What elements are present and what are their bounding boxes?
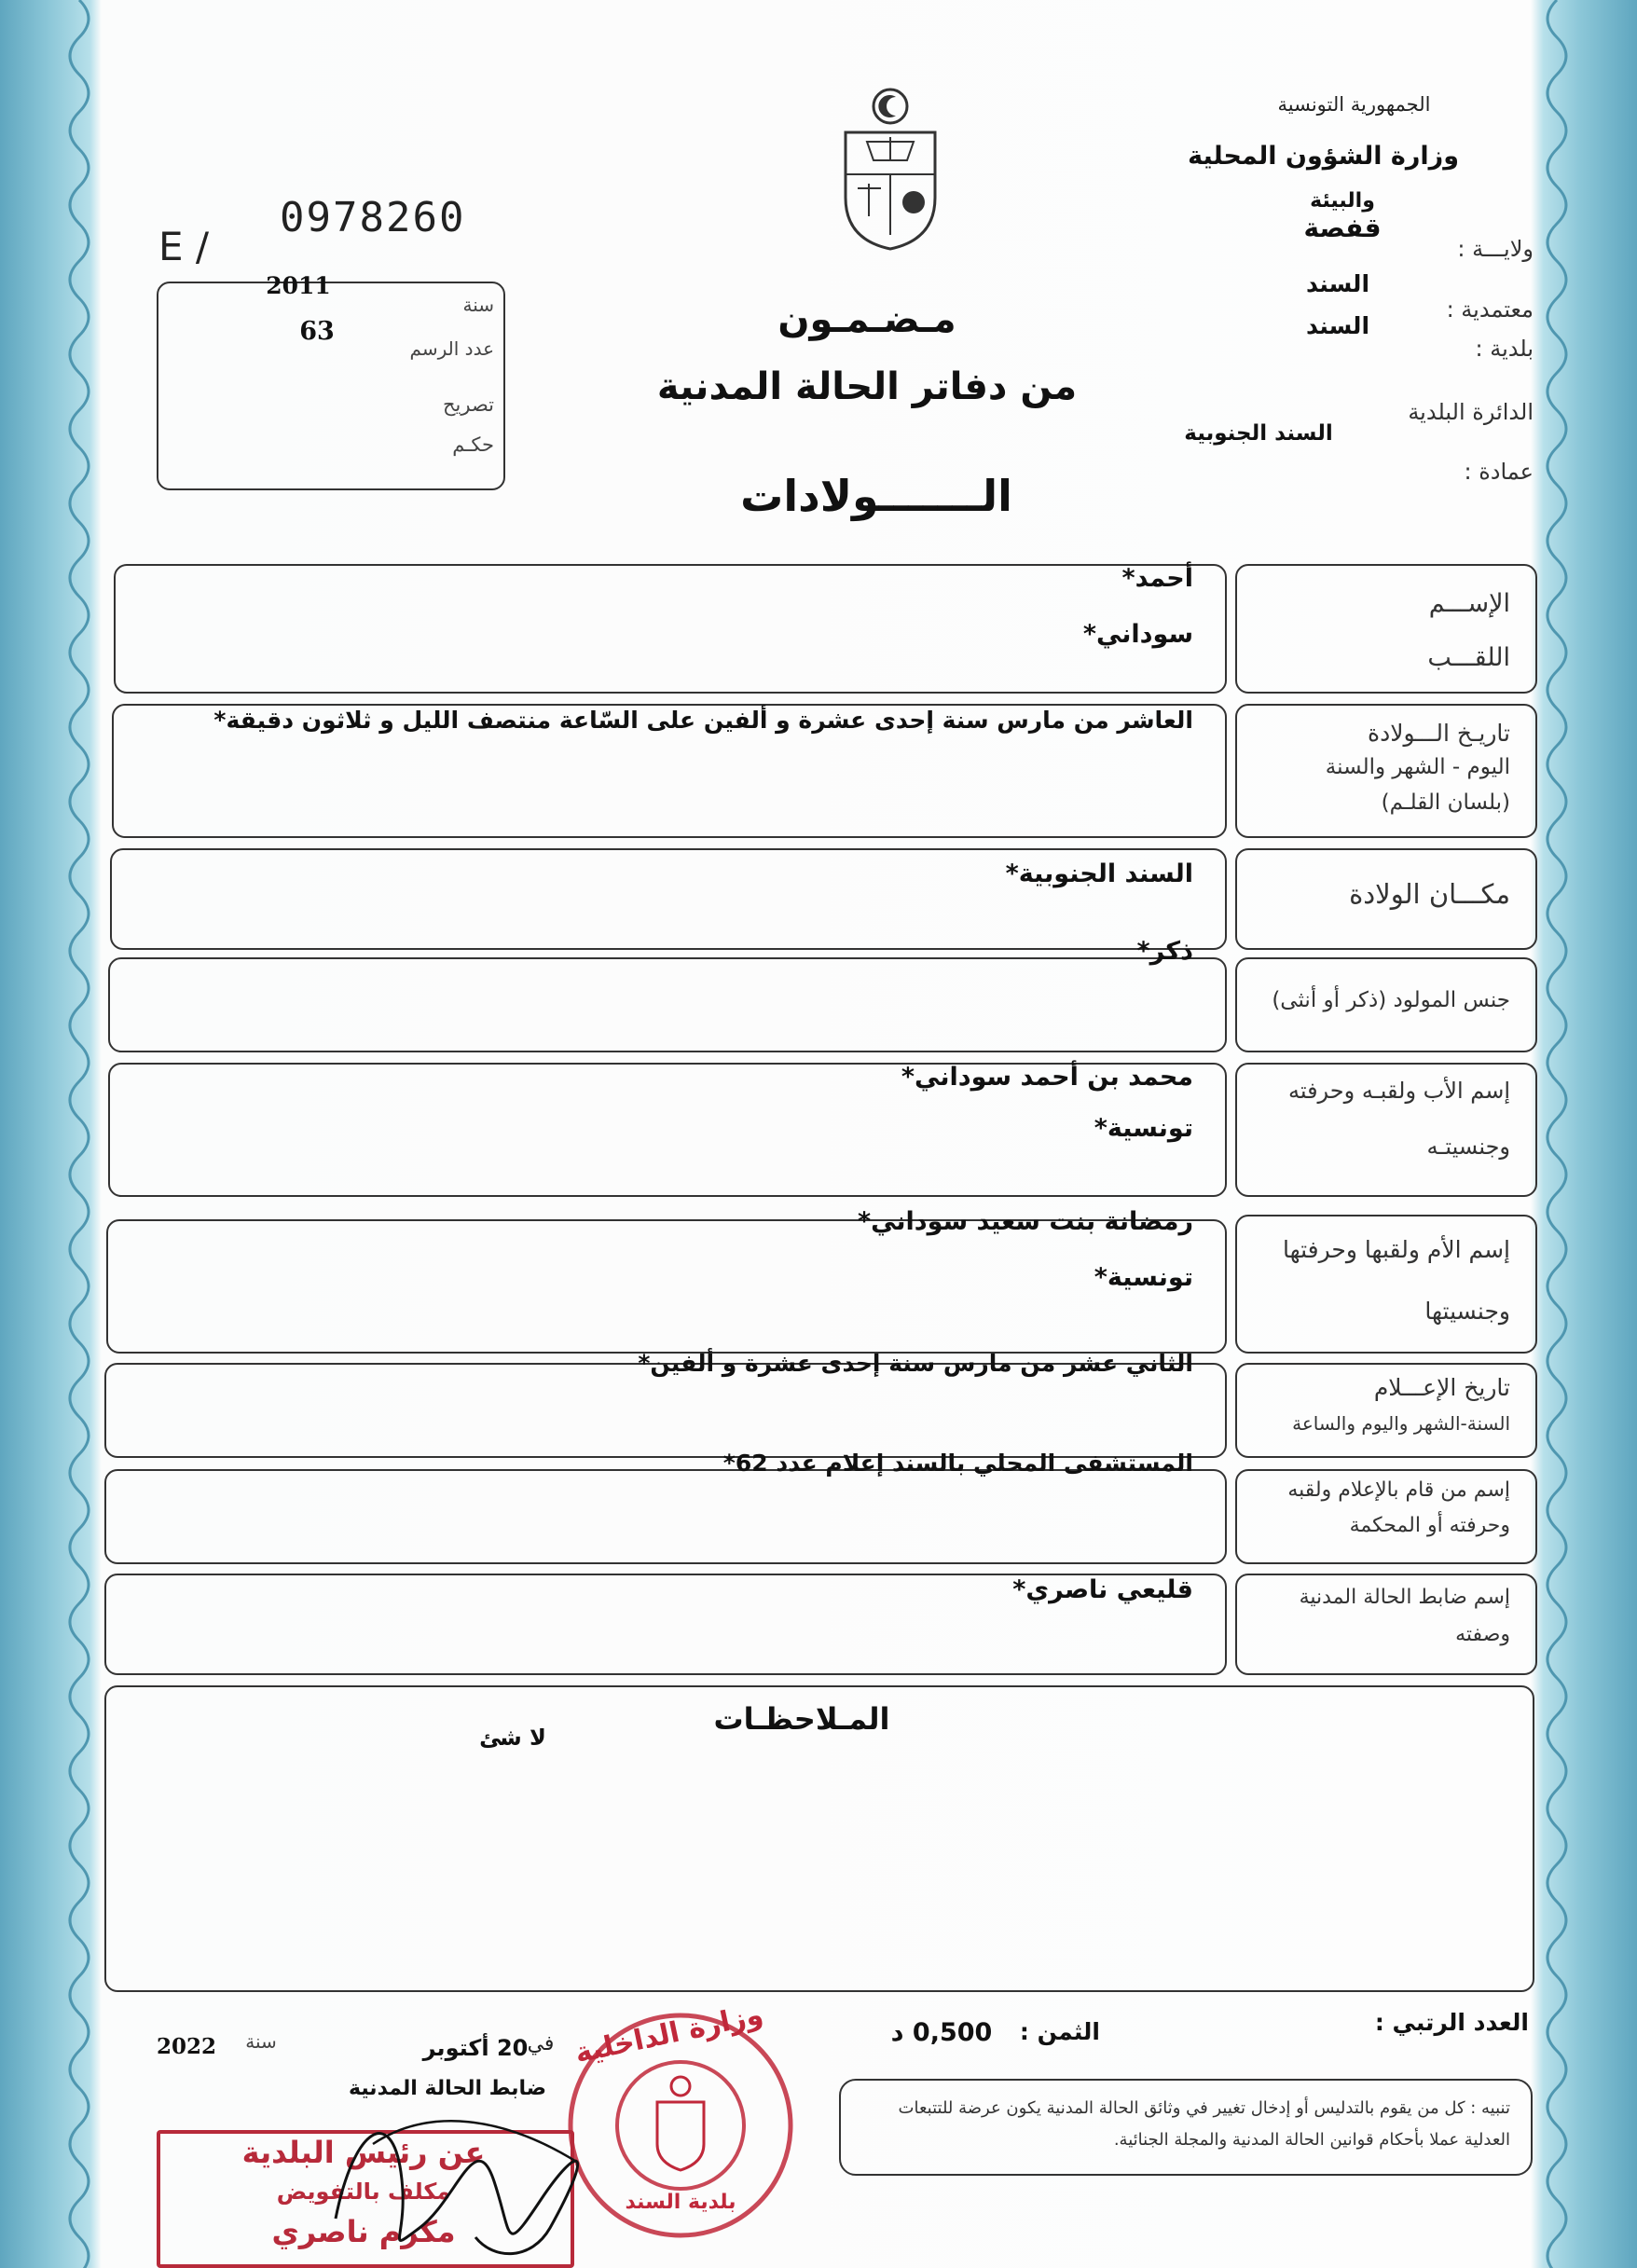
row-sex-value-box (108, 957, 1227, 1052)
declaration-date-sublabel: السنة-الشهر واليوم والساعة (1292, 1412, 1510, 1435)
baladia-value: السند (1305, 312, 1370, 339)
surname-label: اللقـــب (1427, 643, 1510, 672)
price-label: الثمن : (1019, 2018, 1100, 2045)
delegation-stamp-line3: مكرم ناصري (271, 2214, 456, 2249)
serial-prefix: E / (158, 224, 210, 269)
birthdate-in-words-label: (بلسان القلـم) (1381, 790, 1510, 815)
declaration-label: تصريح (442, 393, 494, 416)
registry-number-value: 63 (299, 317, 335, 346)
father-nationality-label: وجنسيتـه (1426, 1134, 1510, 1160)
document-title-line2: من دفاتر الحالة المدنية (656, 365, 1078, 408)
officer-sublabel: وصفته (1455, 1623, 1510, 1646)
daira-label: الدائرة البلدية (1408, 399, 1534, 425)
officer-value: قليعي ناصري* (1012, 1575, 1193, 1604)
declaration-date-label: تاريخ الإعـــلام (1373, 1374, 1510, 1401)
left-border-ornament (56, 0, 103, 2268)
document-title-births: الـــــــولادات (740, 471, 1012, 521)
father-label: إسم الأب ولقبـه وحرفته (1287, 1078, 1510, 1104)
wilaya-label: ولايـــة : (1457, 236, 1534, 262)
delegation-stamp-line2: مكلف بالتفويض (276, 2179, 451, 2205)
stamp-municipality-text: بلدية السند (625, 2191, 736, 2214)
birthplace-label: مكـــان الولادة (1349, 878, 1510, 910)
issue-year-label: سنة (245, 2030, 277, 2053)
price-value: 0,500 د (890, 2018, 993, 2047)
officer-label: إسم ضابط الحالة المدنية (1299, 1586, 1510, 1609)
registry-number-label: عدد الرسم (409, 337, 494, 360)
surname-value: سوداني* (1082, 620, 1193, 649)
serial-number-label: العدد الرتبي : (1374, 2009, 1529, 2036)
republic-title: الجمهورية التونسية (1277, 93, 1431, 116)
registry-year-label: سنة (462, 294, 494, 316)
declaration-date-value: الثاني عشر من مارس سنة إحدى عشرة و ألفين* (638, 1350, 1193, 1377)
serial-number: 0978260 (280, 194, 466, 241)
stamp-ministry-text: وزارة الداخلية (571, 1998, 766, 2070)
birthdate-sublabel: اليوم - الشهر والسنة (1325, 755, 1510, 779)
birthplace-value: السند الجنوبية* (1005, 859, 1193, 888)
legal-notice: تنبيه : كل من يقوم بالتدليس أو إدخال تغيير في وثائق الحالة المدنية يكون عرضة للتتبعات العدلية عملا بأحكام قوانين الحالة المدنية والمجلة الجنائية. (898, 2098, 1510, 2151)
right-border-ornament (1534, 0, 1580, 2268)
baladia-label: بلدية : (1475, 336, 1534, 362)
delegation-stamp-line1: عن رئيس البلدية (241, 2135, 486, 2170)
wilaya-value: قفصة (1303, 213, 1382, 243)
declarant-sublabel: وحرفته أو المحكمة (1349, 1514, 1510, 1537)
sex-label: جنس المولود (ذكر أو أنثى) (1272, 988, 1510, 1012)
daira-value: السند الجنوبية (1184, 421, 1333, 446)
mother-nationality-value: تونسية* (1094, 1263, 1193, 1292)
motamadia-label: معتمدية : (1446, 296, 1534, 323)
mother-value: رمضانة بنت سعيد سوداني* (857, 1207, 1193, 1236)
mother-nationality-label: وجنسيتها (1424, 1298, 1510, 1325)
birthdate-value: العاشر من مارس سنة إحدى عشرة و ألفين على السّاعة منتصف الليل و ثلاثون دقيقة* (213, 707, 1193, 734)
motamadia-value: السند (1305, 270, 1370, 297)
document-title-line1: مـضـمـون (777, 298, 956, 341)
ministry-suffix: والبيئة (1310, 189, 1375, 213)
judgment-label: حكـم (452, 433, 494, 456)
issue-year-value: 2022 (156, 2034, 216, 2059)
issue-date-value: 20 أكتوبر (422, 2035, 529, 2061)
coat-of-arms-emblem (834, 86, 946, 254)
first-name-label: الإســـم (1428, 589, 1510, 618)
imada-label: عمادة : (1464, 459, 1534, 485)
row-declaration-date-value-box (104, 1363, 1227, 1458)
father-value: محمد بن أحمد سوداني* (901, 1063, 1193, 1092)
declarant-value: المستشفى المحلي بالسند إعلام عدد 62* (722, 1450, 1193, 1477)
issue-date-prefix: في (527, 2032, 555, 2055)
row-declarant-value-box (104, 1469, 1227, 1564)
registry-year-value: 2011 (266, 272, 331, 299)
officer-signature-label: ضابط الحالة المدنية (348, 2077, 547, 2100)
mother-label: إسم الأم ولقبها وحرفتها (1282, 1236, 1510, 1263)
sex-value: ذكر* (1136, 937, 1193, 966)
father-nationality-value: تونسية* (1094, 1114, 1193, 1143)
ministry-title: وزارة الشؤون المحلية (1188, 142, 1459, 171)
remarks-label: المـلاحظـات (713, 1701, 890, 1737)
declarant-label: إسم من قام بالإعلام ولقبه (1287, 1478, 1510, 1502)
remarks-value: لا شئ (479, 1725, 546, 1751)
handwritten-signature (317, 2088, 615, 2265)
first-name-value: أحمد* (1121, 564, 1193, 593)
birthdate-label: تاريـخ الـــولادة (1368, 720, 1510, 747)
